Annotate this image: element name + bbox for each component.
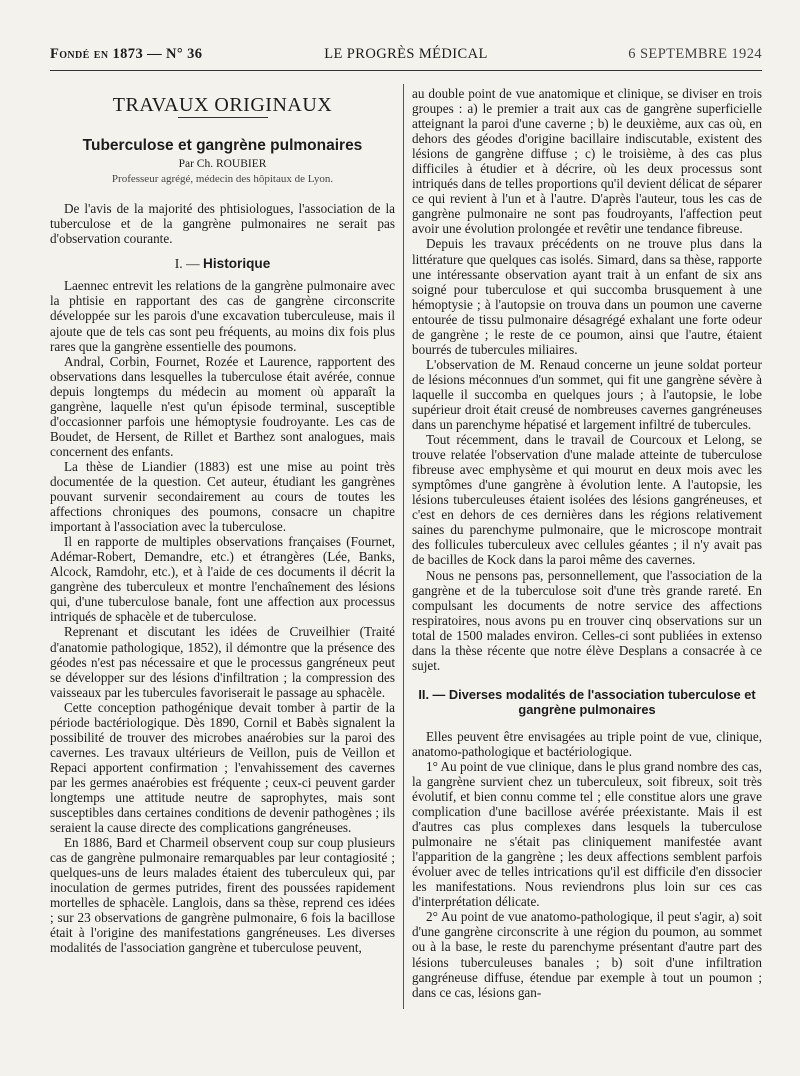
paragraph: Reprenant et discutant les idées de Cruveilhier (Traité d'anatomie pathologique, 1852), il démontre que la présence des géodes n'est pas nécessaire et que le processus gangréneux peut se développer sur des lésions d'infiltration ; la compression des vaisseaux par les tubercules favoriserait le passage au sphacèle. xyxy=(50,624,395,700)
paragraph: Andral, Corbin, Fournet, Rozée et Laurence, rapportent des observations dans lesquelles la tuberculose était avérée, connue depuis longtemps du médecin au moment où apparaît la gangrène, laquelle n'est qu'un épisode terminal, susceptible d'occasionner parfois une hémoptysie foudroyante. Les cas de Boudet, de Hersent, de Rillet et Barthez sont analogues, mais concernent des enfants. xyxy=(50,353,395,459)
section-2-number: II. — xyxy=(418,686,446,702)
section-1-number: I. — xyxy=(174,256,200,272)
paragraph: L'observation de M. Renaud concerne un jeune soldat porteur de lésions méconnues d'un sommet, qui fit une gangrène sévère à laquelle il succomba en quelques jours ; à l'autopsie, le lobe supérieur droit était creusé de nombreuses cavernes gangréneuses dans un parenchyme hépatisé et largement infiltré de tubercules. xyxy=(412,356,762,433)
article-title: Tuberculose et gangrène pulmonaires xyxy=(82,137,363,155)
paragraph: 2° Au point de vue anatomo-pathologique, il peut s'agir, a) soit d'une gangrène circonscrite à une région du poumon, au sommet ou à la base, le reste du parenchyme présentant d'autre part des lésions tuberculeuses banales ; b) soit d'une infiltration gangréneuse diffuse, étendue par exemple à tout un poumon ; dans ce cas, lésions gan- xyxy=(412,909,762,1000)
rubric-label: TRAVAUX ORIGINAUX xyxy=(112,94,333,116)
journal-name: LE PROGRÈS MÉDICAL xyxy=(324,46,488,62)
paragraph: Il en rapporte de multiples observations françaises (Fournet, Adémar-Robert, Demandre, etc.) et étrangères (Lée, Banks, Alcock, Ramdohr, etc.), et à l'aide de ces documents il décrit la gangrène des tuberculeux et montre l'enchaînement des lésions qui, d'une tuberculose banale, font une affection aux processus intriqués de sphacèle et de tuberculose. xyxy=(50,534,395,625)
paragraph: Tout récemment, dans le travail de Courcoux et Lelong, se trouve relatée l'observation d'une malade atteinte de tuberculose fibreuse avec emphysème et qui mourut en deux mois avec les symptômes d'une gangrène à évolution lente. A l'autopsie, les lésions tuberculeuses étaient isolées des lésions gangréneuses, et c'est en dehors de ces dernières dans les régions relativement saines du parenchyme pulmonaire, que le microscope montrait des follicules tuberculeux avec cellules géantes ; il n'y avait pas de bacilles de Kock dans la paroi même des cavernes. xyxy=(412,432,762,568)
left-column xyxy=(50,86,395,955)
running-head xyxy=(50,46,762,66)
paragraph: Elles peuvent être envisagées au triple point de vue, clinique, anatomo-pathologique et bactériologique. xyxy=(412,728,762,759)
section-1-title: Historique xyxy=(203,256,271,272)
founding-issue-label: Fondé en 1873 — N° 36 xyxy=(50,46,203,62)
paragraph: Nous ne pensons pas, personnellement, que l'association de la gangrène et de la tuberculose soit d'une très grande rareté. En compulsant les documents de notre service des affections respiratoires, nous avons pu en trouver cinq observations sur un total de 1500 malades environ. Celles-ci sont publiées in extenso dans la thèse récente que notre élève Desplans a consacrée à ce sujet. xyxy=(412,567,762,673)
right-column xyxy=(412,86,762,1000)
section-2-title: Diverses modalités de l'association tuberculose et gangrène pulmonaires xyxy=(448,686,756,717)
paragraph: En 1886, Bard et Charmeil observent coup sur coup plusieurs cas de gangrène pulmonaire remarquables par leur contagiosité ; quelques-uns de leurs malades étaient des tuberculeux qui, par inoculation de germes putrides, firent des poussées rapidement mortelles de sphacèle. Langlois, dans sa thèse, reprend ces idées ; sur 23 observations de gangrène pulmonaire, 6 fois la bacillose était à l'origine des manifestations gangréneuses. Les diverses modalités de l'association gangrène et tuberculose peuvent, xyxy=(50,835,395,956)
author-byline: Par Ch. ROUBIER xyxy=(178,158,267,171)
header-divider xyxy=(50,70,762,71)
intro-paragraph: De l'avis de la majorité des phtisiologues, l'association de la tuberculose et de la gangrène pulmonaires ne serait pas d'observation courante. xyxy=(50,201,395,247)
paragraph: Cette conception pathogénique devait tomber à partir de la période bactériologique. Dès 1890, Cornil et Babès signalent la possibilité de trouver des microbes anaérobies sur la paroi des cavernes. Les travaux ultérieurs de Veillon, puis de Veillon et Repaci apportent confirmation ; l'envahissement des cavernes par les germes anaérobies est fréquente ; ceux-ci peuvent garder longtemps une attitude neutre de saprophytes, mais sont susceptibles dans certaines conditions de devenir pathogènes ; ils seraient la cause directe des complications gangréneuses. xyxy=(50,699,395,836)
column-divider xyxy=(403,84,404,1009)
section-1-heading xyxy=(50,256,395,271)
paragraph: Laennec entrevit les relations de la gangrène pulmonaire avec la phtisie en rapportant des cas de gangrène circonscrite développée sur les parois d'une excavation tuberculeuse, mais il ajoute que de tels cas sont peu fréquents, au moins dix fois plus rares que la gangrène essentielle des poumons. xyxy=(50,278,395,354)
issue-date: 6 SEPTEMBRE 1924 xyxy=(628,46,762,62)
paragraph: La thèse de Liandier (1883) est une mise au point très documentée de la question. Cet auteur, étudiant les gangrènes pouvant survenir secondairement au cours de toutes les affections chroniques des poumons, consacre un chapitre important à l'association avec la tuberculose. xyxy=(50,458,395,535)
paragraph: 1° Au point de vue clinique, dans le plus grand nombre des cas, la gangrène survient chez un tuberculeux, soit fibreux, soit très évolutif, et bien connu comme tel ; elle constitue alors une grave complication d'une bacillose avérée préexistante. Mais il est d'autres cas plus complexes dans lesquels la tuberculose pulmonaire ne s'était pas cliniquement manifestée avant l'apparition de la gangrène ; les deux affections semblent parfois évoluer avec de telles intrications qu'il est difficile d'en dissocier les manifestations. Nous reviendrons plus loin sur ces cas d'interprétation délicate. xyxy=(412,758,762,910)
section-2-heading xyxy=(412,687,762,717)
author-affiliation: Professeur agrégé, médecin des hôpitaux de Lyon. xyxy=(111,173,334,186)
rubric-underline xyxy=(178,117,268,118)
section-rubric xyxy=(50,94,395,118)
paragraph-continued: au double point de vue anatomique et clinique, se diviser en trois groupes : a) le premier a trait aux cas de gangrène superficielle atteignant la paroi d'une caverne ; b) le deuxième, aux cas où, en dehors des géodes d'origine bacillaire indiscutable, existent des lésions de gangrène diffuse ; c) le troisième, à des cas plus difficiles à étudier et à décrire, où les deux processus sont intriqués dans de telles proportions qu'il devient délicat de séparer ce qui revient à l'un et à l'autre. D'après l'auteur, tous les cas de gangrène pulmonaire ne sont pas foudroyants, l'affection peut avoir une évolution prolongée et revêtir une tendance fibreuse. xyxy=(412,86,762,237)
paragraph: Depuis les travaux précédents on ne trouve plus dans la littérature que quelques cas isolés. Simard, dans sa thèse, rapporte une intéressante observation ayant trait à un enfant de six ans soigné pour tuberculose et qui succomba brusquement à une hémoptysie ; à l'autopsie on trouva dans un poumon une caverne entourée de tissu pulmonaire désagrégé exhalant une forte odeur de gangrène ; le reste de ce poumon, ainsi que l'autre, étaient bourrés de tubercules miliaires. xyxy=(412,236,762,357)
